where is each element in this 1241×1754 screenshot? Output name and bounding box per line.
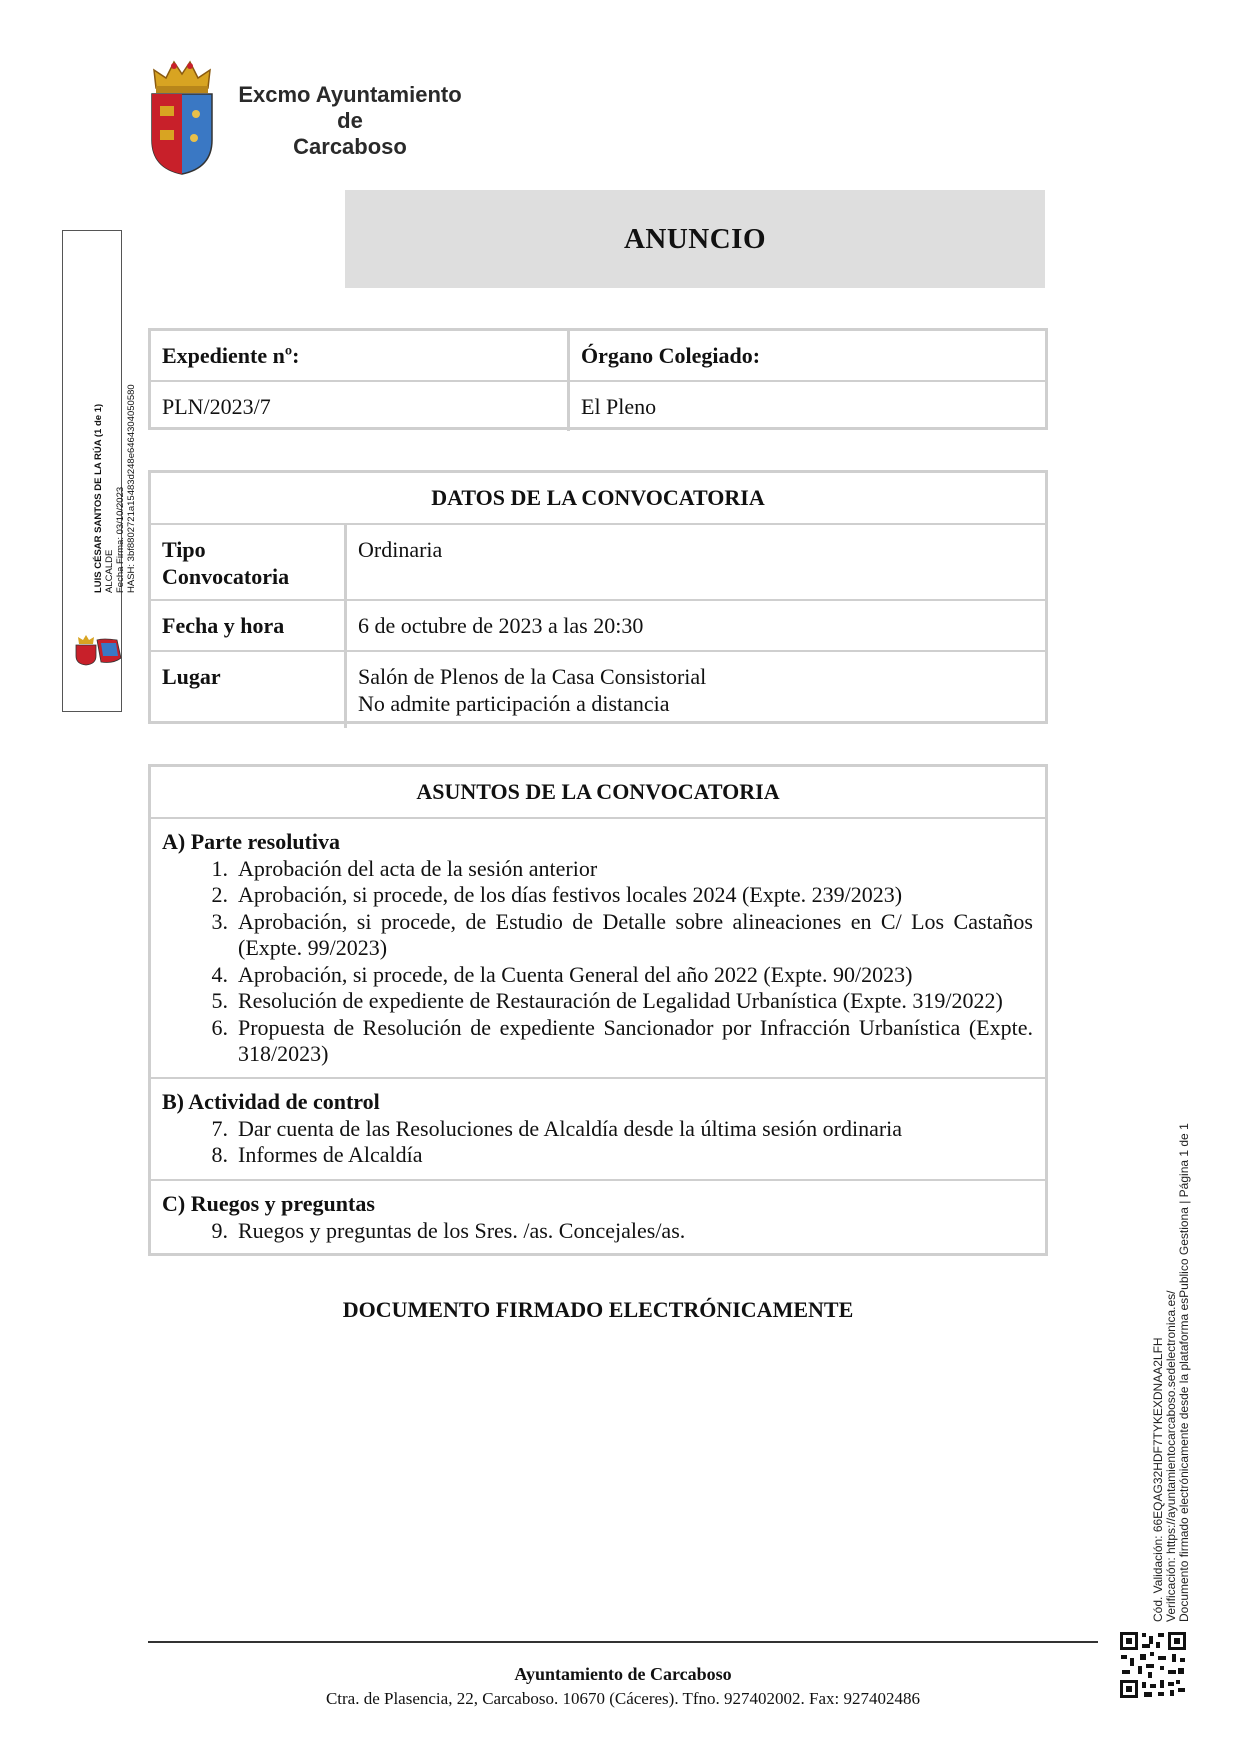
- signed-note: DOCUMENTO FIRMADO ELECTRÓNICAMENTE: [342, 1297, 854, 1322]
- tipo-label: Tipo Convocatoria: [151, 525, 347, 599]
- signature-stamp-text: LUIS CÉSAR SANTOS DE LA RÚA (1 de 1) ALCALDE Fecha Firma: 03/10/2023 HASH: 3bf8802721a15483d248e6464304050580: [93, 384, 137, 593]
- table-row: [151, 601, 1045, 652]
- list-item: 1. Aprobación del acta de la sesión anterior: [211, 855, 598, 881]
- org-name: Excmo Ayuntamiento de Carcaboso: [238, 82, 462, 159]
- list-item: 8. Informes de Alcaldía: [211, 1142, 423, 1167]
- list-item: 7. Dar cuenta de las Resoluciones de Alcaldía desde la última sesión ordinaria: [211, 1115, 903, 1141]
- stamp-coat-of-arms-icon: [73, 634, 123, 666]
- datos-heading: DATOS DE LA CONVOCATORIA: [151, 473, 1045, 525]
- section-ruegos-preguntas: [151, 1181, 1045, 1255]
- verification-text: Cód. Validación: 66EQAG32HDF7TYKEXDNAA2LFH Verificación: https://ayuntamientocarcaboso.sedelectronica.es/ Documento firmado electrónicamente desde la plataforma esPublico Gestiona | Página 1 de 1: [1151, 1123, 1191, 1622]
- qr-code-icon: [1118, 1630, 1188, 1700]
- organo-label: Órgano Colegiado:: [581, 342, 761, 368]
- section-parte-resolutiva: [151, 819, 1045, 1079]
- list-item: 3. Aprobación, si procede, de Estudio de Detalle sobre alineaciones en C/ Los Castaños (Expte. 99/2023): [211, 908, 1033, 960]
- footer-divider: [148, 1641, 1098, 1643]
- lugar-label: Lugar: [151, 652, 347, 728]
- table-row: [151, 382, 1045, 431]
- list-item: 4. Aprobación, si procede, de la Cuenta General del año 2022 (Expte. 90/2023): [211, 961, 913, 987]
- list-item: 9. Ruegos y preguntas de los Sres. /as. Concejales/as.: [211, 1217, 686, 1243]
- footer-address: Ctra. de Plasencia, 22, Carcaboso. 10670 (Cáceres). Tfno. 927402002. Fax: 927402486: [325, 1689, 921, 1708]
- section-title: B) Actividad de control: [162, 1089, 380, 1114]
- footer-org: Ayuntamiento de Carcaboso: [514, 1664, 732, 1684]
- asuntos-heading: ASUNTOS DE LA CONVOCATORIA: [151, 767, 1045, 819]
- list-item: 2. Aprobación, si procede, de los días festivos locales 2024 (Expte. 239/2023): [211, 882, 903, 907]
- section-title: A) Parte resolutiva: [162, 829, 340, 854]
- signature-stamp: [62, 230, 137, 712]
- table-row: [151, 525, 1045, 601]
- section-actividad-control: [151, 1079, 1045, 1181]
- lugar-line-1: Salón de Plenos de la Casa Consistorial: [358, 664, 707, 689]
- lugar-value: [347, 652, 1045, 728]
- header-logo: [148, 58, 478, 178]
- lugar-line-2: No admite participación a distancia: [358, 691, 670, 716]
- table-row: [151, 652, 1045, 728]
- expediente-value: PLN/2023/7: [151, 382, 570, 431]
- datos-table: [148, 470, 1048, 724]
- document-title-box: [345, 190, 1045, 288]
- fecha-value: 6 de octubre de 2023 a las 20:30: [358, 613, 644, 638]
- expediente-label: Expediente nº:: [151, 331, 570, 380]
- table-row: [151, 331, 1045, 382]
- fecha-label: Fecha y hora: [151, 601, 347, 650]
- organo-value: El Pleno: [581, 393, 657, 419]
- coat-of-arms-icon: [148, 58, 216, 176]
- asuntos-table: [148, 764, 1048, 1256]
- tipo-value: Ordinaria: [358, 537, 443, 562]
- section-title: C) Ruegos y preguntas: [162, 1191, 375, 1216]
- expediente-table: [148, 328, 1048, 430]
- list-item: 6. Propuesta de Resolución de expediente Sancionador por Infracción Urbanística (Expte. 318/2023): [211, 1014, 1033, 1066]
- list-item: 5. Resolución de expediente de Restauración de Legalidad Urbanística (Expte. 319/2022): [211, 988, 1003, 1013]
- document-title: ANUNCIO: [623, 222, 767, 255]
